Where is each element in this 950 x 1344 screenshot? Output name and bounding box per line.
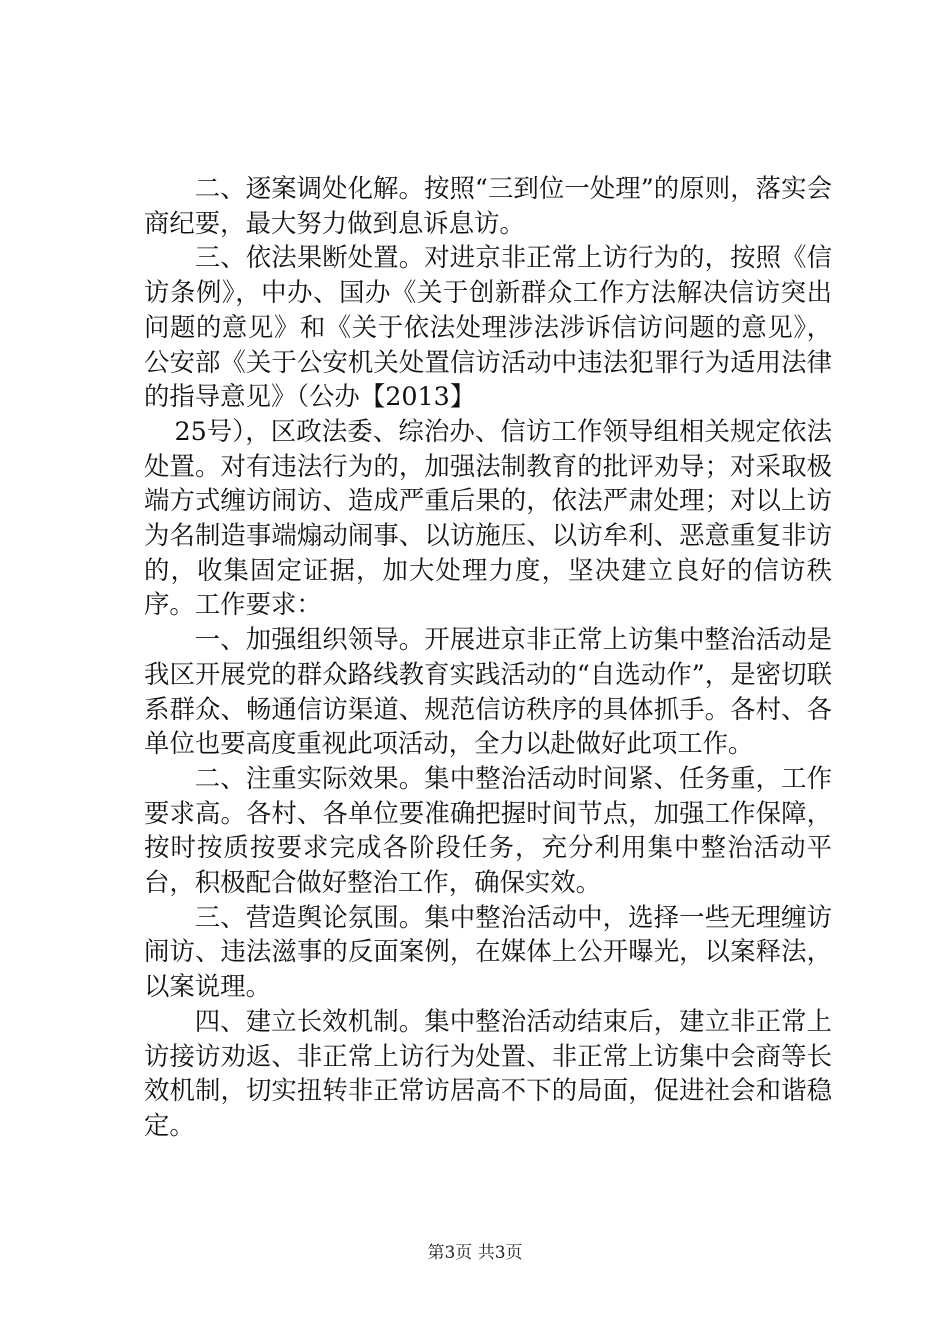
paragraph-case-mediation: 二、逐案调处化解。按照“三到位一处理”的原则，落实会商纪要，最大努力做到息诉息访。 (144, 173, 832, 238)
page-number-footer: 第3页 共3页 (427, 1243, 523, 1263)
paragraph-organization-leadership: 一、加强组织领导。开展进京非正常上访集中整治活动是我区开展党的群众路线教育实践活动的“自选动作”，是密切联系群众、畅通信访渠道、规范信访秩序的具体抓手。各村、各单位也要高度重视此项活动，全力以赴做好此项工作。 (144, 624, 832, 759)
paragraph-practical-effect: 二、注重实际效果。集中整治活动时间紧、任务重，工作要求高。各村、各单位要准确把握时间节点，加强工作保障，按时按质按要求完成各阶段任务，充分利用集中整治活动平台，积极配合做好整治工作，确保实效。 (144, 762, 832, 898)
paragraph-long-term-mechanism: 四、建立长效机制。集中整治活动结束后，建立非正常上访接访劝返、非正常上访行为处置、非正常上访集中会商等长效机制，切实扭转非正常访居高不下的局面，促进社会和谐稳定。 (144, 1005, 832, 1140)
paragraph-lawful-handling: 三、依法果断处置。对进京非正常上访行为的，按照《信访条例》，中办、国办《关于创新群众工作方法解决信访突出问题的意见》和《关于依法处理涉法涉诉信访问题的意见》，公安部《关于公安机关处置信访活动中违法犯罪行为适用法律的指导意见》（公办【2013】 (144, 242, 832, 412)
document-body (144, 171, 832, 1143)
paragraph-public-opinion: 三、营造舆论氛围。集中整治活动中，选择一些无理缠访闹访、违法滋事的反面案例，在媒体上公开曝光，以案释法，以案说理。 (144, 901, 832, 1002)
paragraph-lawful-handling-continued: 25号），区政法委、综治办、信访工作领导组相关规定依法处置。对有违法行为的，加强法制教育的批评劝导；对采取极端方式缠访闹访、造成严重后果的，依法严肃处理；对以上访为名制造事端煽动闹事、以访施压、以访牟利、恶意重复非访的，收集固定证据，加大处理力度，坚决建立良好的信访秩序。工作要求： (144, 415, 832, 620)
